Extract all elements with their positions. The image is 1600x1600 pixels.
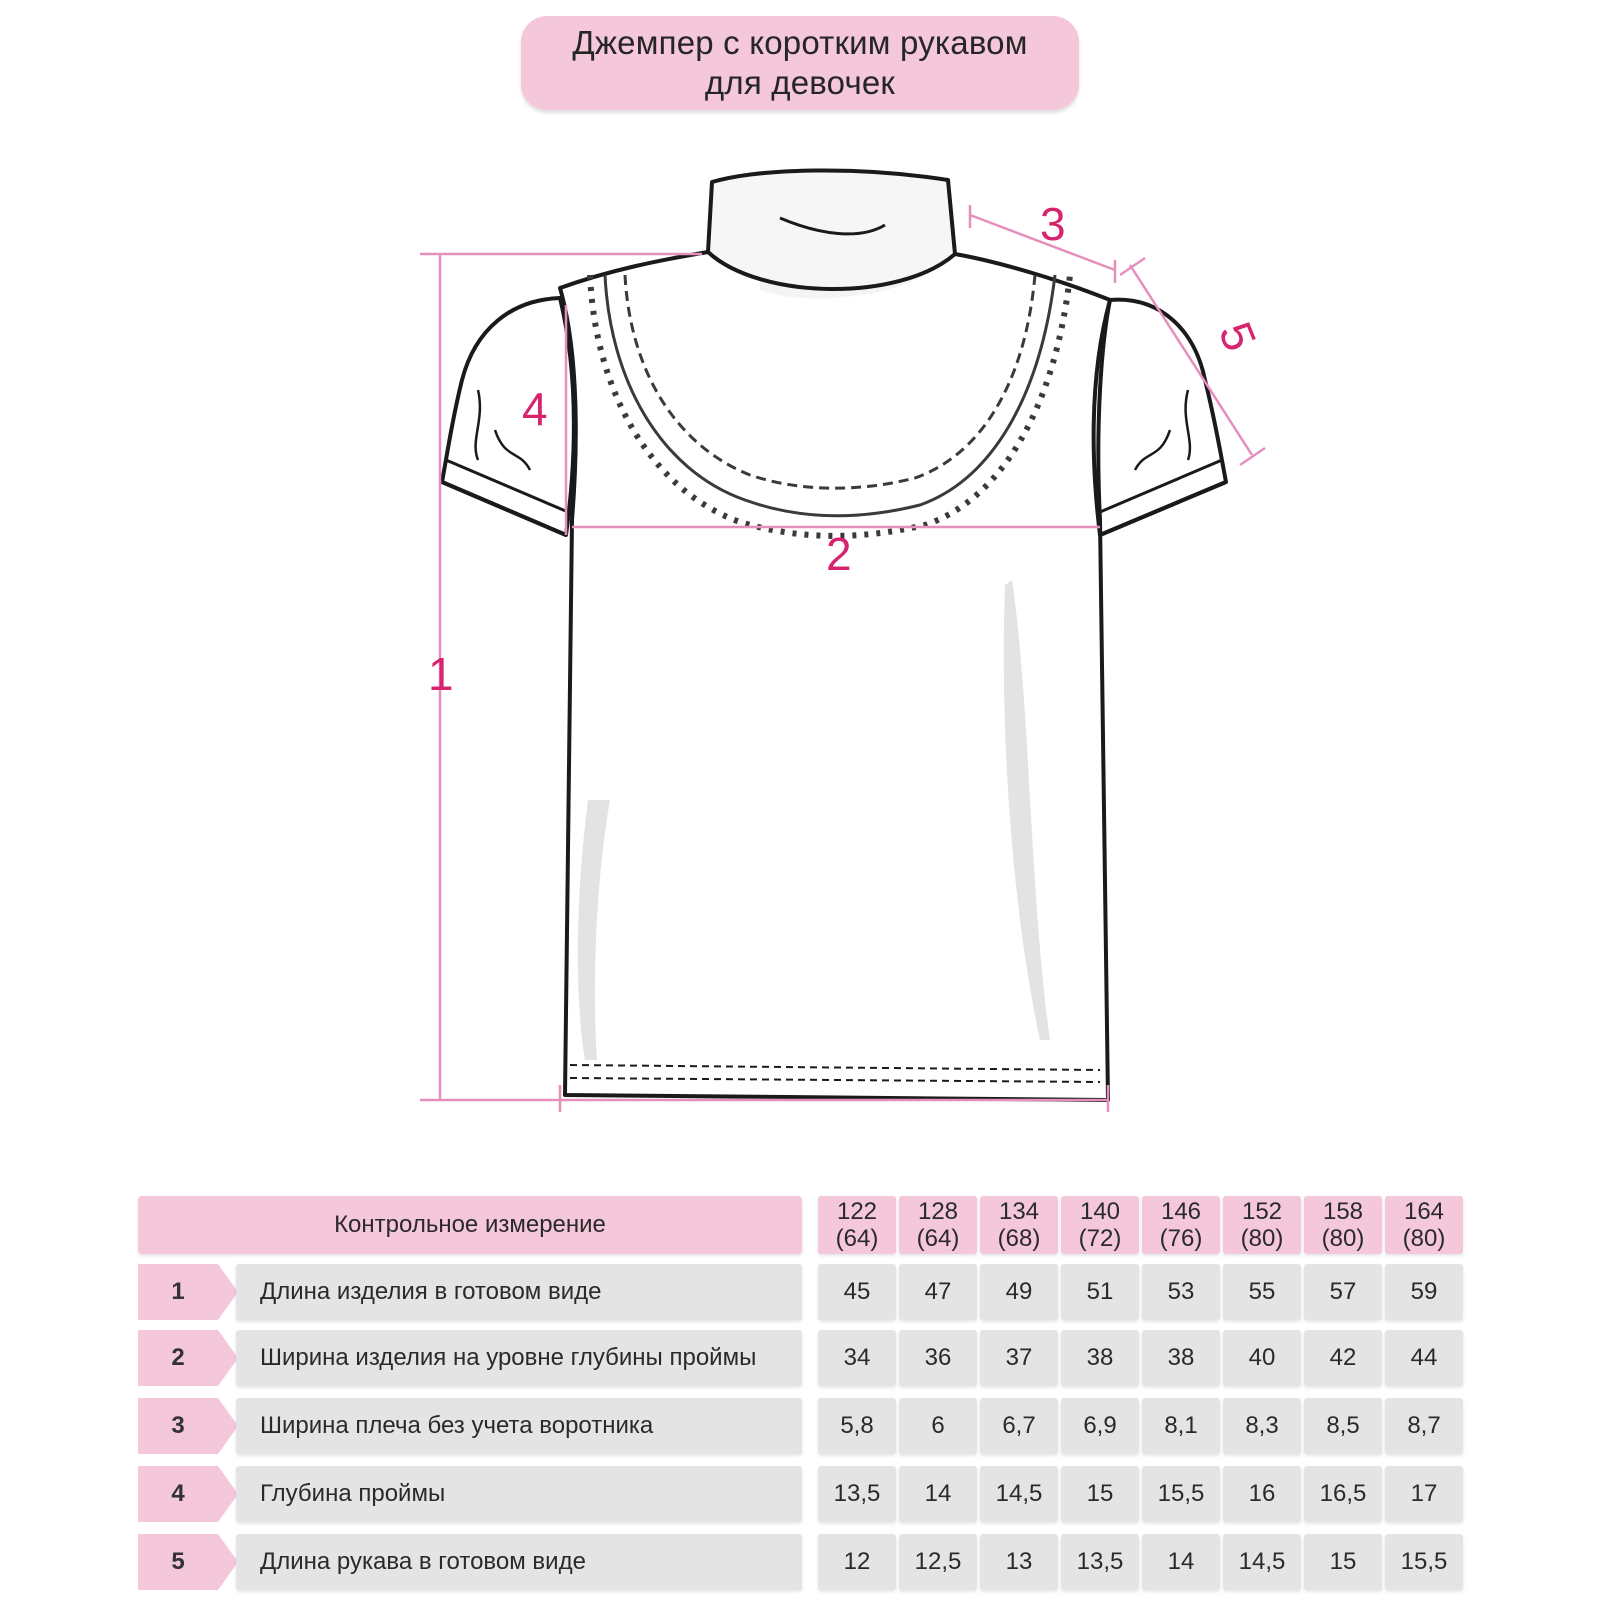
table-cell: 34 <box>818 1330 896 1386</box>
size-header-cell <box>1061 1196 1139 1254</box>
table-cell: 13 <box>980 1534 1058 1590</box>
label-4: 4 <box>522 383 548 435</box>
size-header-cell <box>1385 1196 1463 1254</box>
size-height: 152 <box>1241 1198 1283 1225</box>
table-cell: 8,3 <box>1223 1398 1301 1454</box>
size-height: 140 <box>1079 1198 1121 1225</box>
table-cell: 53 <box>1142 1264 1220 1320</box>
size-chest: (80) <box>1402 1225 1446 1252</box>
row-description: Длина изделия в готовом виде <box>236 1264 802 1320</box>
row-description: Глубина проймы <box>236 1466 802 1522</box>
size-header-cell <box>1304 1196 1382 1254</box>
table-cell: 57 <box>1304 1264 1382 1320</box>
garment-shading <box>578 190 1050 1060</box>
table-cell: 45 <box>818 1264 896 1320</box>
row-number: 5 <box>171 1548 185 1575</box>
table-cell: 38 <box>1061 1330 1139 1386</box>
table-cell: 6,9 <box>1061 1398 1139 1454</box>
label-2: 2 <box>826 528 852 580</box>
table-cell: 12,5 <box>899 1534 977 1590</box>
table-cell: 44 <box>1385 1330 1463 1386</box>
size-chest: (64) <box>835 1225 879 1252</box>
table-cell: 14,5 <box>980 1466 1058 1522</box>
size-chest: (76) <box>1159 1225 1203 1252</box>
table-cell: 59 <box>1385 1264 1463 1320</box>
table-cell: 8,7 <box>1385 1398 1463 1454</box>
garment-diagram <box>0 130 1600 1130</box>
size-header-cell <box>899 1196 977 1254</box>
size-header-cell <box>818 1196 896 1254</box>
left-sleeve <box>442 298 574 535</box>
table-cell: 49 <box>980 1264 1058 1320</box>
table-row <box>138 1534 1466 1590</box>
size-height: 158 <box>1322 1198 1364 1225</box>
row-number-badge <box>138 1264 238 1320</box>
table-cell: 6,7 <box>980 1398 1058 1454</box>
table-cell: 14 <box>1142 1534 1220 1590</box>
size-height: 134 <box>998 1198 1040 1225</box>
size-height: 164 <box>1403 1198 1445 1225</box>
table-cell: 14 <box>899 1466 977 1522</box>
title-line-1: Джемпер с коротким рукавом <box>572 24 1028 61</box>
row-number-badge <box>138 1398 238 1454</box>
table-row <box>138 1330 1466 1386</box>
table-cell: 16 <box>1223 1466 1301 1522</box>
label-1: 1 <box>428 648 454 700</box>
row-number: 4 <box>171 1480 185 1507</box>
title-line-2: для девочек <box>704 64 896 101</box>
measurement-guides <box>420 205 1265 1112</box>
label-5: 5 <box>1209 314 1267 358</box>
table-cell: 12 <box>818 1534 896 1590</box>
size-height: 146 <box>1160 1198 1202 1225</box>
table-cell: 15 <box>1061 1466 1139 1522</box>
table-cell: 6 <box>899 1398 977 1454</box>
row-number: 3 <box>171 1412 185 1439</box>
table-cell: 13,5 <box>1061 1534 1139 1590</box>
table-cell: 42 <box>1304 1330 1382 1386</box>
label-3: 3 <box>1040 198 1066 250</box>
row-description: Ширина изделия на уровне глубины проймы <box>236 1330 802 1386</box>
table-cell: 5,8 <box>818 1398 896 1454</box>
table-cell: 15,5 <box>1385 1534 1463 1590</box>
table-cell: 37 <box>980 1330 1058 1386</box>
table-cell: 40 <box>1223 1330 1301 1386</box>
row-number-badge <box>138 1534 238 1590</box>
garment-outline <box>442 170 1226 1100</box>
table-row <box>138 1466 1466 1522</box>
header-label: Контрольное измерение <box>138 1196 802 1254</box>
right-sleeve <box>1094 300 1226 535</box>
torso <box>560 252 1110 1100</box>
row-number: 1 <box>171 1278 185 1305</box>
size-header-cell <box>1223 1196 1301 1254</box>
size-chest: (80) <box>1321 1225 1365 1252</box>
table-cell: 8,5 <box>1304 1398 1382 1454</box>
size-height: 122 <box>836 1198 878 1225</box>
table-cell: 15 <box>1304 1534 1382 1590</box>
table-cell: 55 <box>1223 1264 1301 1320</box>
row-number: 2 <box>171 1344 185 1371</box>
table-cell: 51 <box>1061 1264 1139 1320</box>
table-row <box>138 1398 1466 1454</box>
table-cell: 8,1 <box>1142 1398 1220 1454</box>
size-chest: (80) <box>1240 1225 1284 1252</box>
size-chest: (72) <box>1078 1225 1122 1252</box>
size-height: 128 <box>917 1198 959 1225</box>
table-cell: 14,5 <box>1223 1534 1301 1590</box>
row-number-badge <box>138 1466 238 1522</box>
row-description: Длина рукава в готовом виде <box>236 1534 802 1590</box>
collar <box>708 170 955 289</box>
table-row <box>138 1264 1466 1320</box>
table-cell: 47 <box>899 1264 977 1320</box>
size-chest: (68) <box>997 1225 1041 1252</box>
size-header-cell <box>1142 1196 1220 1254</box>
table-cell: 15,5 <box>1142 1466 1220 1522</box>
size-header-cell <box>980 1196 1058 1254</box>
table-cell: 17 <box>1385 1466 1463 1522</box>
table-cell: 13,5 <box>818 1466 896 1522</box>
table-cell: 36 <box>899 1330 977 1386</box>
table-cell: 38 <box>1142 1330 1220 1386</box>
size-chest: (64) <box>916 1225 960 1252</box>
ruffle-trim <box>590 275 1070 536</box>
table-cell: 16,5 <box>1304 1466 1382 1522</box>
row-description: Ширина плеча без учета воротника <box>236 1398 802 1454</box>
row-number-badge <box>138 1330 238 1386</box>
title-banner <box>521 16 1079 110</box>
